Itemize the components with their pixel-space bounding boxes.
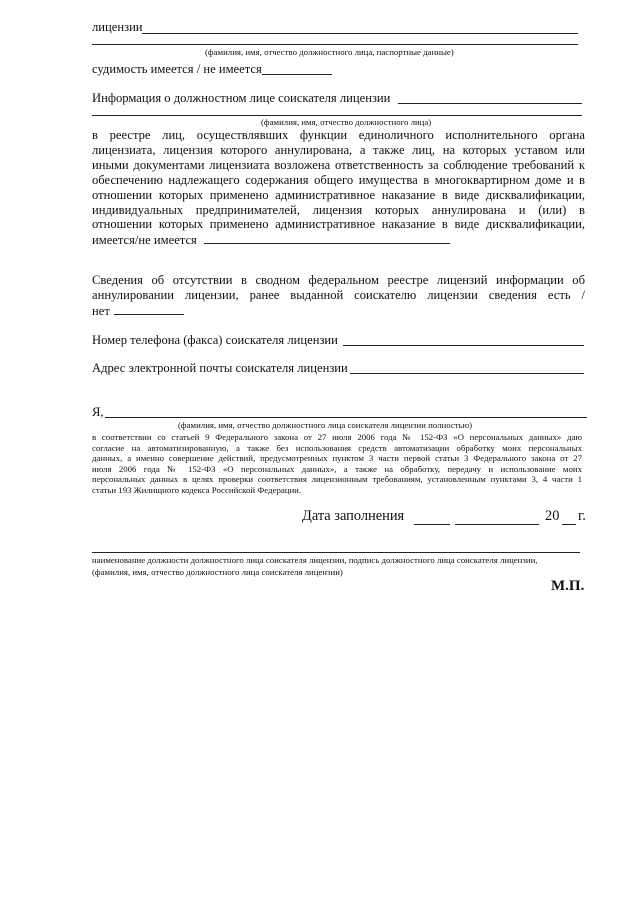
consent-line: статьи 193 Жилищного кодекса Российской Федерации.	[92, 484, 302, 495]
license-input-line[interactable]	[142, 33, 578, 34]
license-label: лицензии	[92, 20, 143, 34]
official-info-input-line[interactable]	[398, 103, 582, 104]
registry-line: индивидуальных предпринимателей, лицензия которых аннулирована и (или) в	[92, 202, 585, 217]
official-info-label: Информация о должностном лице соискателя лицензии	[92, 91, 391, 105]
consent-line: согласие на автоматизированную, а также без использования средств автоматизации обработку моих персональных	[92, 442, 582, 453]
registry-line: обеспечению надлежащего содержания общего имущества в многоквартирном доме и в	[92, 172, 585, 187]
consent-paragraph	[92, 432, 582, 496]
consent-line: в соответствии со статьей 9 Федерального закона от 27 июля 2006 года № 152-ФЗ «О персональных данных» даю	[92, 432, 582, 442]
year-prefix: 20	[545, 508, 560, 524]
signature-input-line[interactable]	[92, 552, 580, 553]
signature-caption-2: (фамилия, имя, отчество должностного лица соискателя лицензии)	[92, 567, 343, 577]
stamp-label: М.П.	[551, 578, 585, 594]
year-suffix: г.	[578, 508, 586, 524]
date-year-input-line[interactable]	[562, 524, 576, 525]
annulment-last-label: нет	[92, 304, 110, 319]
registry-line: в реестре лиц, осуществлявших функции единоличного исполнительного органа	[92, 128, 585, 142]
caption-fio-full: (фамилия, имя, отчество должностного лица соискателя лицензии полностью)	[178, 420, 473, 430]
criminal-record-label: судимость имеется / не имеется	[92, 62, 262, 76]
phone-label: Номер телефона (факса) соискателя лицензии	[92, 333, 338, 347]
passport-input-line[interactable]	[92, 44, 578, 45]
full-name-input-line[interactable]	[105, 417, 587, 418]
criminal-record-input-line[interactable]	[262, 74, 332, 75]
official-fio-input-line[interactable]	[92, 115, 582, 116]
consent-line: июля 2006 года № 152-ФЗ «О персональных данных», а также на обработку, передачу и использование моих	[92, 463, 582, 474]
annulment-paragraph	[92, 273, 585, 320]
date-day-input-line[interactable]	[414, 524, 450, 525]
registry-input-line[interactable]	[204, 232, 450, 244]
registry-paragraph	[92, 128, 585, 248]
i-label: Я,	[92, 405, 104, 419]
annulment-line: аннулировании лицензии, ранее выданной соискателю лицензии сведения есть /	[92, 288, 585, 303]
caption-fio: (фамилия, имя, отчество должностного лица)	[261, 117, 432, 127]
registry-line: иными документами лицензиата возложена ответственность за соблюдение требований к	[92, 157, 585, 172]
caption-fio-passport: (фамилия, имя, отчество должностного лица, паспортные данные)	[205, 47, 454, 57]
annulment-line: Сведения об отсутствии в сводном федеральном реестре лицензий информации об	[92, 273, 585, 287]
date-month-input-line[interactable]	[455, 524, 539, 525]
registry-last-label: имеется/не имеется	[92, 233, 197, 248]
signature-caption-1: наименование должности должностного лица соискателя лицензии, подпись должностного лица соискателя лицензии,	[92, 555, 538, 565]
date-label: Дата заполнения	[302, 508, 405, 524]
registry-line: отношении которых применено административное наказание в виде дисквалификации,	[92, 187, 585, 202]
consent-line: персональных данных в целях проверки соответствия лицензионным требованиям, установленным пунктами 3, 4 части 1	[92, 474, 582, 485]
registry-line: лицензиата, лицензия которого аннулирована, а также лиц, на которых уставом или	[92, 142, 585, 157]
phone-input-line[interactable]	[343, 345, 584, 346]
email-label: Адрес электронной почты соискателя лицензии	[92, 361, 348, 375]
annulment-input-line[interactable]	[114, 303, 184, 315]
email-input-line[interactable]	[350, 373, 584, 374]
registry-line: отношении которых применено административное наказание в виде дисквалификации,	[92, 217, 585, 232]
consent-line: данных, а именно совершение действий, предусмотренных пунктом 3 части первой статьи 3 Федерального закона от 27	[92, 453, 582, 464]
